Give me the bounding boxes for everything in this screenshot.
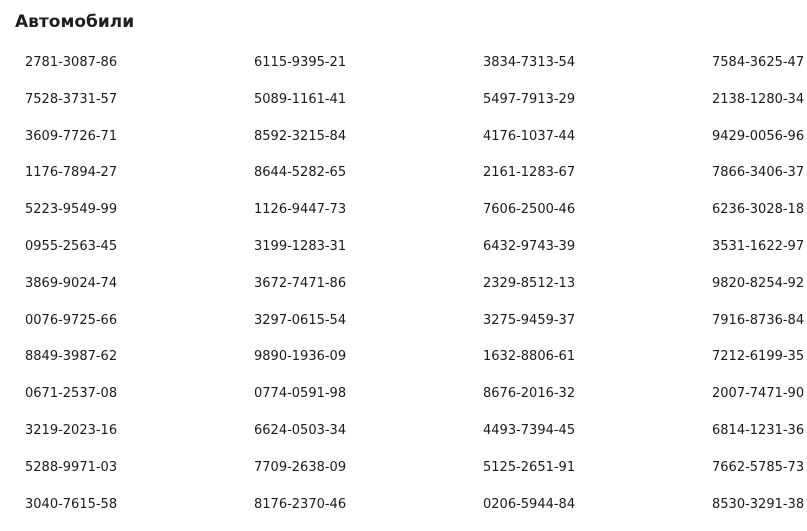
vehicle-number-link[interactable]: 1176-7894-27 [25,165,118,181]
vehicle-number-link[interactable]: 8176-2370-46 [254,496,347,512]
vehicle-number-link[interactable]: 0671-2537-08 [25,386,118,402]
grid-row [25,311,807,348]
vehicle-number-link[interactable]: 5223-9549-99 [25,202,118,218]
vehicle-number-link[interactable]: 7528-3731-57 [25,91,118,107]
section-title: Автомобили [15,12,135,32]
grid-row [25,347,807,384]
vehicle-number-link[interactable]: 3609-7726-71 [25,128,118,144]
vehicle-number-link[interactable]: 2329-8512-13 [483,275,576,291]
vehicle-number-grid [25,53,807,531]
vehicle-number-link[interactable]: 6624-0503-34 [254,422,347,438]
grid-row [25,237,807,274]
grid-row [25,274,807,311]
vehicle-number-link[interactable]: 3297-0615-54 [254,312,347,328]
grid-row [25,458,807,495]
vehicle-number-link[interactable]: 9429-0056-96 [712,128,805,144]
vehicle-number-link[interactable]: 5497-7913-29 [483,91,576,107]
vehicle-number-link[interactable]: 8530-3291-38 [712,496,805,512]
vehicle-number-link[interactable]: 3672-7471-86 [254,275,347,291]
vehicle-number-link[interactable]: 3869-9024-74 [25,275,118,291]
vehicle-number-link[interactable]: 3040-7615-58 [25,496,118,512]
grid-row [25,53,807,90]
vehicle-number-link[interactable]: 3199-1283-31 [254,238,347,254]
vehicle-number-link[interactable]: 4493-7394-45 [483,422,576,438]
vehicle-number-link[interactable]: 3834-7313-54 [483,55,576,70]
vehicle-number-link[interactable]: 7606-2500-46 [483,202,576,218]
vehicle-number-link[interactable]: 6814-1231-36 [712,422,805,438]
vehicle-number-link[interactable]: 5089-1161-41 [254,91,347,107]
vehicle-number-link[interactable]: 0774-0591-98 [254,386,347,402]
grid-row [25,90,807,127]
grid-row [25,421,807,458]
vehicle-number-link[interactable]: 3275-9459-37 [483,312,576,328]
vehicle-number-link[interactable]: 3219-2023-16 [25,422,118,438]
vehicle-number-link[interactable]: 0206-5944-84 [483,496,576,512]
vehicle-number-link[interactable]: 6236-3028-18 [712,202,805,218]
vehicle-number-link[interactable]: 8592-3215-84 [254,128,347,144]
vehicle-number-link[interactable]: 7662-5785-73 [712,459,805,475]
vehicle-number-link[interactable]: 7866-3406-37 [712,165,805,181]
vehicle-number-link[interactable]: 5125-2651-91 [483,459,576,475]
grid-row [25,200,807,237]
vehicle-number-link[interactable]: 8676-2016-32 [483,386,576,402]
vehicle-number-link[interactable]: 1632-8806-61 [483,349,576,365]
vehicle-number-link[interactable]: 0955-2563-45 [25,238,118,254]
vehicle-number-link[interactable]: 9820-8254-92 [712,275,805,291]
vehicle-number-link[interactable]: 0076-9725-66 [25,312,118,328]
vehicle-number-link[interactable]: 6115-9395-21 [254,55,347,70]
vehicle-number-link[interactable]: 8644-5282-65 [254,165,347,181]
vehicle-number-link[interactable]: 7212-6199-35 [712,349,805,365]
vehicle-number-link[interactable]: 8849-3987-62 [25,349,118,365]
vehicle-number-link[interactable]: 7584-3625-47 [712,55,805,70]
vehicle-number-link[interactable]: 9890-1936-09 [254,349,347,365]
grid-row [25,127,807,164]
vehicle-number-link[interactable]: 2138-1280-34 [712,91,805,107]
vehicle-number-link[interactable]: 6432-9743-39 [483,238,576,254]
vehicle-number-link[interactable]: 2007-7471-90 [712,386,805,402]
vehicle-number-link[interactable]: 1126-9447-73 [254,202,347,218]
grid-row [25,495,807,531]
vehicle-number-link[interactable]: 7916-8736-84 [712,312,805,328]
vehicle-number-link[interactable]: 2161-1283-67 [483,165,576,181]
vehicle-number-link[interactable]: 4176-1037-44 [483,128,576,144]
vehicle-number-link[interactable]: 3531-1622-97 [712,238,805,254]
grid-row [25,384,807,421]
vehicle-number-link[interactable]: 2781-3087-86 [25,55,118,70]
vehicle-number-link[interactable]: 7709-2638-09 [254,459,347,475]
vehicle-number-link[interactable]: 5288-9971-03 [25,459,118,475]
grid-row [25,163,807,200]
